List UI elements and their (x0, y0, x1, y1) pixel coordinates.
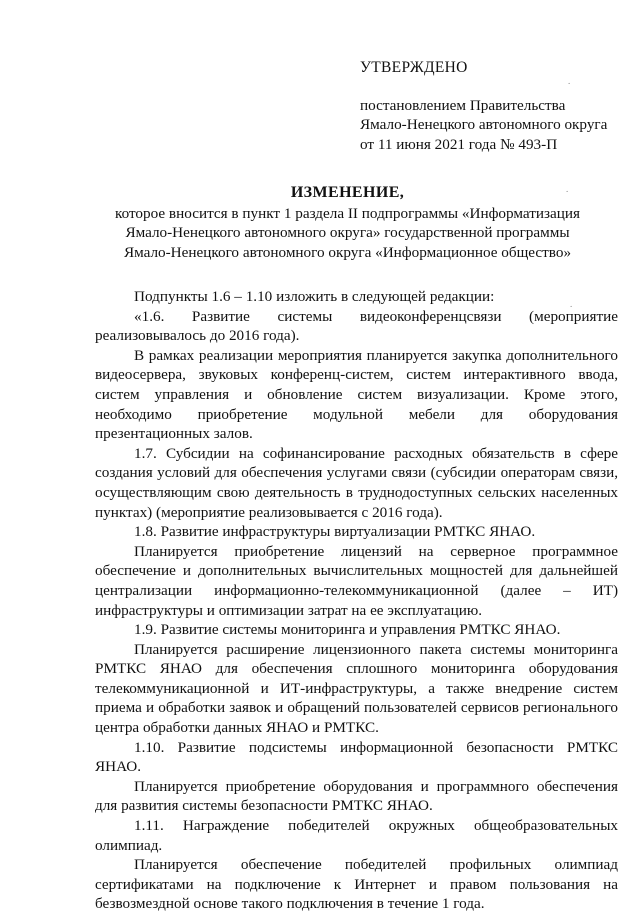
paragraph-1-9: 1.9. Развитие системы мониторинга и управления РМТКС ЯНАО. (134, 621, 561, 639)
heading-line: которое вносится в пункт 1 раздела II подпрограммы «Информатизация (114, 204, 580, 222)
paragraph-1-10: 1.10. Развитие подсистемы информационной безопасности РМТКС ЯНАО. (95, 738, 618, 776)
heading-line: Ямало-Ненецкого автономного округа» государственной программы (125, 224, 570, 242)
paragraph-1-11: 1.11. Награждение победителей окружных общеобразовательных олимпиад. (95, 817, 618, 854)
approval-line: постановлением Правительства (360, 96, 566, 114)
document-heading (95, 183, 600, 263)
heading-line: Ямало-Ненецкого автономного округа «Информационное общество» (123, 244, 572, 262)
scan-speck: . (570, 299, 573, 309)
paragraph-1-6-text: В рамках реализации мероприятия планируется закупка дополнительного видеосервера, звуковых конференц-систем, систем интерактивного ввода, систем управления и обновление систем визуализации. Кроме этого, необходимо приобретение модульной мебели для оборудования презентационных залов. (95, 346, 618, 443)
intro-paragraph: Подпункты 1.6 – 1.10 изложить в следующей редакции: (134, 288, 495, 305)
paragraph-1-9-text: Планируется расширение лицензионного пакета системы мониторинга РМТКС ЯНАО для обеспечения сплошного мониторинга оборудования телекоммуникационной и ИТ-инфраструктуры, а также внедрение систем приема и обработки заявок и обращений пользователей сервисов регионального центра обработки данных ЯНАО и РМТКС. (95, 640, 618, 737)
scan-speck: . (566, 184, 569, 194)
paragraph-1-10-text: Планируется приобретение оборудования и программного обеспечения для развития системы безопасности РМТКС ЯНАО. (95, 777, 618, 815)
paragraph-1-6: «1.6. Развитие системы видеоконференцсвязи (мероприятие реализовывалось до 2016 года). (95, 307, 618, 345)
scan-speck: . (568, 76, 571, 86)
document-body (95, 287, 618, 914)
approval-line: от 11 июня 2021 года № 493-П (360, 136, 558, 154)
paragraph-1-7: 1.7. Субсидии на софинансирование расходных обязательств в сфере создания условий для обеспечения услугами связи (субсидии операторам связи, осуществляющим свою деятельность в труднодоступных сельских населенных пунктах) (мероприятие реализовывается с 2016 года). (95, 444, 618, 521)
approval-line: Ямало-Ненецкого автономного округа (360, 116, 608, 134)
heading-title: ИЗМЕНЕНИЕ, (290, 184, 405, 201)
paragraph-1-8-text: Планируется приобретение лицензий на серверное программное обеспечение и дополнительных вычислительных мощностей для дальнейшей централизации информационно-телекоммуникационной (далее – ИТ) инфраструктуры и оптимизации затрат на ее эксплуатацию. (95, 542, 618, 619)
paragraph-1-11-text: Планируется обеспечение победителей профильных олимпиад сертификатами на подключение к Интернет и правом пользования на безвозмездной основе такого подключения в течение 1 года. (95, 856, 618, 913)
approval-block (360, 58, 630, 155)
approval-title: УТВЕРЖДЕНО (360, 59, 468, 76)
paragraph-1-8: 1.8. Развитие инфраструктуры виртуализации РМТКС ЯНАО. (134, 523, 536, 541)
